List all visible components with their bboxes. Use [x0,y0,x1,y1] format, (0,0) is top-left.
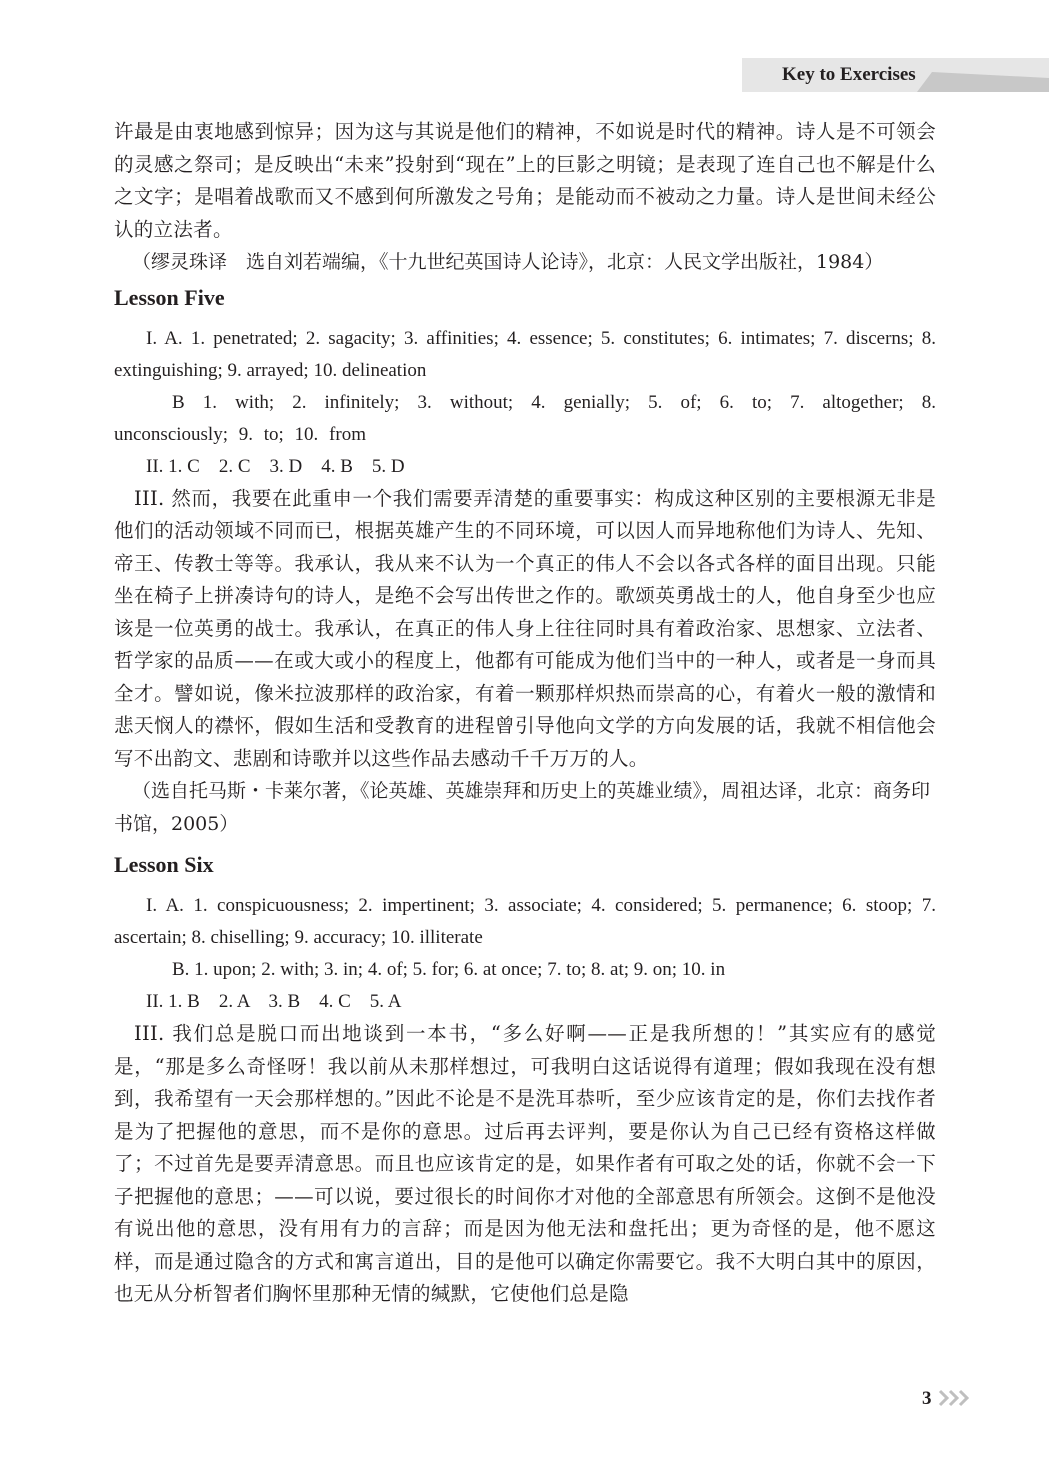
lesson5-exercise-ib: B 1. with; 2. infinitely; 3. without; 4. genially; 5. of; 6. to; 7. altogether; 8. unconsciously; 9. to; 10. from [114,391,936,445]
lesson5-exercise-ii: II. 1. C 2. C 3. D 4. B 5. D [146,455,405,477]
lesson-five-heading: Lesson Five [114,284,225,310]
triple-chevron-icon [938,1389,972,1407]
intro-paragraph: 许最是由衷地感到惊异；因为这与其说是他们的精神，不如说是时代的精神。诗人是不可领会的灵感之祭司；是反映出“未来”投射到“现在”上的巨影之明镜；是表现了连自己也不解是什么之文字；是唱着战歌而又不感到何所激发之号角；是能动而不被动之力量。诗人是世间未经公认的立法者。 [114,120,936,241]
lesson6-exercise-ib: B. 1. upon; 2. with; 3. in; 4. of; 5. for; 6. at once; 7. to; 8. at; 9. on; 10. in [172,959,726,980]
page-body [114,116,936,1311]
lesson6-exercise-ii: II. 1. B 2. A 3. B 4. C 5. A [146,991,402,1012]
running-header-title: Key to Exercises [782,64,916,85]
lesson-six-heading: Lesson Six [114,852,214,877]
intro-citation: （缪灵珠译 选自刘若端编，《十九世纪英国诗人论诗》，北京：人民文学出版社，1984） [132,251,884,273]
lesson5-citation: （选自托马斯・卡莱尔著，《论英雄、英雄崇拜和历史上的英雄业绩》，周祖达译，北京：商务印书馆，2005） [114,780,931,835]
lesson5-exercise-iii: III. 然而，我要在此重申一个我们需要弄清楚的重要事实：构成这种区别的主要根源无非是他们的活动领域不同而已，根据英雄产生的不同环境，可以因人而异地称他们为诗人、先知、帝王、传教士等等。我承认，我从来不认为一个真正的伟人不会以各式各样的面目出现。只能坐在椅子上拼凑诗句的诗人，是绝不会写出传世之作的。歌颂英勇战士的人，他自身至少也应该是一位英勇的战士。我承认，在真正的伟人身上往往同时具有着政治家、思想家、立法者、哲学家的品质——在或大或小的程度上，他都有可能成为他们当中的一种人，或者是一身而具全才。譬如说，像米拉波那样的政治家，有着一颗那样炽热而崇高的心，有着火一般的激情和悲天悯人的襟怀，假如生活和受教育的进程曾引导他向文学的方向发展的话，我就不相信他会写不出韵文、悲剧和诗歌并以这些作品去感动千千万万的人。 [114,486,936,770]
lesson6-exercise-ia: I. A. 1. conspicuousness; 2. impertinent; 3. associate; 4. considered; 5. permanence; 6. stoop; 7. ascertain; 8. chiselling; 9. accuracy; 10. illiterate [114,895,936,948]
lesson6-exercise-iii: III. 我们总是脱口而出地谈到一本书，“多么好啊——正是我所想的！”其实应有的感觉是，“那是多么奇怪呀！我以前从未那样想过，可我明白这话说得有道理；假如我现在没有想到，我希望有一天会那样想的。”因此不论是不是洗耳恭听，至少应该肯定的是，你们去找作者是为了把握他的意思，而不是你的意思。过后再去评判，要是你认为自己已经有资格这样做了；不过首先是要弄清意思。而且也应该肯定的是，如果作者有可取之处的话，你就不会一下子把握他的意思；——可以说，要过很长的时间你才对他的全部意思有所领会。这倒不是他没有说出他的意思，没有用有力的言辞；而是因为他无法和盘托出；更为奇怪的是，他不愿这样，而是通过隐含的方式和寓言道出，目的是他可以确定你需要它。我不大明白其中的原因，也无从分析智者们胸怀里那种无情的缄默，它使他们总是隐 [114,1022,936,1305]
page-number: 3 [922,1388,932,1409]
lesson5-exercise-ia: I. A. 1. penetrated; 2. sagacity; 3. affinities; 4. essence; 5. constitutes; 6. intimates; 7. discerns; 8. extinguishing; 9. arrayed; 10. delineation [114,327,936,381]
